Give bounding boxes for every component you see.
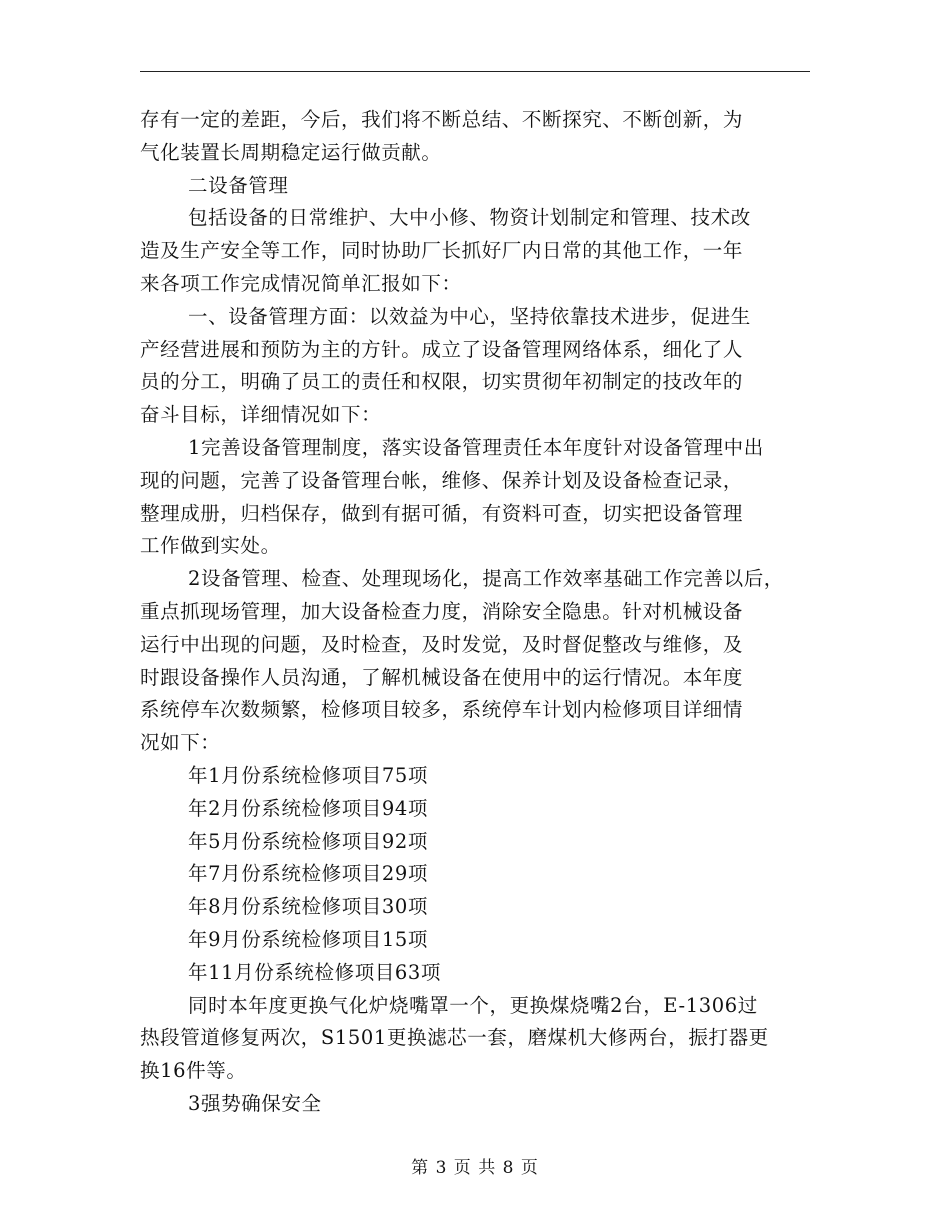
- list-item: 年9月份系统检修项目15项: [188, 927, 429, 951]
- paragraph-line: 同时本年度更换气化炉烧嘴罩一个，更换煤烧嘴2台，E-1306过: [188, 993, 758, 1017]
- document-body: [140, 104, 820, 1121]
- list-item: 年7月份系统检修项目29项: [188, 862, 429, 886]
- paragraph-line: 热段管道修复两次，S1501更换滤芯一套，磨煤机大修两台，振打器更: [140, 1026, 769, 1050]
- paragraph-line: 存有一定的差距，今后，我们将不断总结、不断探究、不断创新，为: [140, 108, 744, 131]
- paragraph-line: 来各项工作完成情况简单汇报如下：: [140, 271, 462, 295]
- paragraph-line: 整理成册，归档保存，做到有据可循，有资料可查，切实把设备管理: [140, 501, 744, 525]
- list-item: 年1月份系统检修项目75项: [188, 763, 429, 787]
- paragraph-line: 员的分工，明确了员工的责任和权限，切实贯彻年初制定的技改年的: [140, 370, 744, 394]
- paragraph-line: 换16件等。: [140, 1059, 247, 1083]
- paragraph-line: 产经营进展和预防为主的方针。成立了设备管理网络体系，细化了人: [140, 337, 744, 361]
- paragraph-line: 气化装置长周期稳定运行做贡献。: [140, 140, 442, 164]
- paragraph-line: 1完善设备管理制度，落实设备管理责任本年度针对设备管理中出: [188, 435, 764, 459]
- paragraph-line: 奋斗目标，详细情况如下：: [140, 403, 382, 427]
- paragraph-line: 2设备管理、检查、处理现场化，提高工作效率基础工作完善以后，: [188, 567, 784, 591]
- list-item: 年2月份系统检修项目94项: [188, 796, 429, 820]
- paragraph-line: 况如下：: [140, 731, 221, 755]
- paragraph-line: 时跟设备操作人员沟通，了解机械设备在使用中的运行情况。本年度: [140, 665, 744, 689]
- list-item: 年5月份系统检修项目92项: [188, 829, 429, 853]
- list-item: 年11月份系统检修项目63项: [188, 960, 442, 984]
- page-footer: 第 3 页 共 8 页: [411, 1158, 539, 1178]
- paragraph-line: 造及生产安全等工作，同时协助厂长抓好厂内日常的其他工作，一年: [140, 239, 744, 263]
- paragraph-line: 一、设备管理方面：以效益为中心，坚持依靠技术进步，促进生: [188, 304, 751, 328]
- header-rule: [140, 71, 810, 72]
- list-item: 年8月份系统检修项目30项: [188, 895, 429, 919]
- paragraph-line: 现的问题，完善了设备管理台帐，维修、保养计划及设备检查记录，: [140, 468, 744, 492]
- paragraph-line: 系统停车次数频繁，检修项目较多，系统停车计划内检修项目详细情: [140, 698, 744, 722]
- section-heading: 3强势确保安全: [188, 1091, 322, 1115]
- section-heading: 二设备管理: [188, 173, 289, 197]
- paragraph-line: 重点抓现场管理，加大设备检查力度，消除安全隐患。针对机械设备: [140, 599, 744, 623]
- paragraph-line: 工作做到实处。: [140, 534, 281, 558]
- paragraph-line: 运行中出现的问题，及时检查，及时发觉，及时督促整改与维修，及: [140, 632, 744, 656]
- paragraph-line: 包括设备的日常维护、大中小修、物资计划制定和管理、技术改: [188, 206, 751, 230]
